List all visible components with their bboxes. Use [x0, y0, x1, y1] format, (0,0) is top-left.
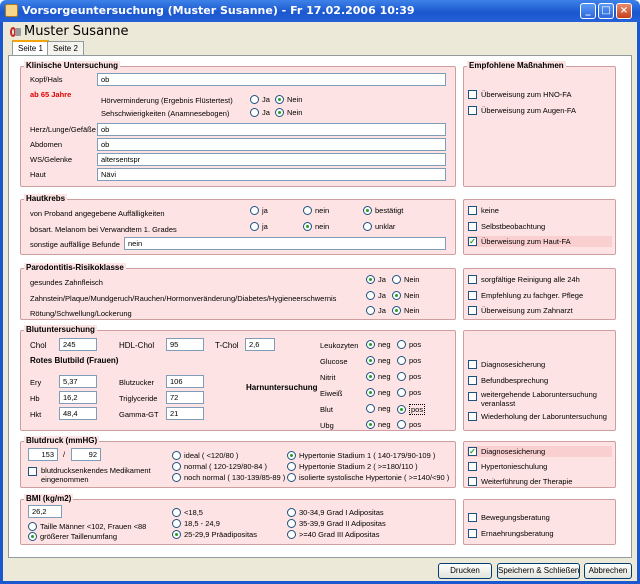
bmi-grad1-radio[interactable]: 30-34,9 Grad I Adipositas: [287, 508, 384, 517]
group-bmi-actions: [463, 499, 616, 545]
save-close-button[interactable]: Speichern & Schließen: [497, 563, 580, 579]
ws-field[interactable]: altersentspr: [97, 153, 446, 166]
group-title: Blutdruck (mmHG): [26, 436, 98, 445]
hkt-field[interactable]: 48,4: [59, 407, 97, 420]
weiterfuehrung-therapie-checkbox[interactable]: Weiterführung der Therapie: [468, 477, 572, 486]
hk-q1-label: von Proband angegebene Auffälligkeiten: [30, 209, 165, 218]
tg-field[interactable]: 72: [166, 391, 204, 404]
ggt-label: Gamma-GT: [119, 410, 159, 419]
ab65-label: ab 65 Jahre: [30, 90, 72, 99]
taille-groesser-radio[interactable]: größerer Taillenumfang: [28, 532, 117, 541]
wiederholung-labor-checkbox[interactable]: Wiederholung der Laboruntersuchung: [468, 412, 607, 421]
eiweiss-label: Eiweiß: [320, 389, 343, 398]
befundbesprechung-checkbox[interactable]: Befundbesprechung: [468, 376, 548, 385]
group-title: Parodontitis-Risikoklasse: [26, 263, 124, 272]
ery-field[interactable]: 5,37: [59, 375, 97, 388]
herz-label: Herz/Lunge/Gefäße: [30, 125, 96, 134]
hk-q1-nein-radio[interactable]: nein: [303, 206, 329, 215]
leukozyten-neg-radio[interactable]: neg: [366, 340, 391, 349]
paro-q2-label: Zahnstein/Plaque/Mundgeruch/Rauchen/Hormonveränderung/Diabetes/Hygieneerschwernis: [30, 294, 337, 303]
hb-field[interactable]: 16,2: [59, 391, 97, 404]
paro-q2-ja-radio[interactable]: Ja: [366, 291, 386, 300]
kopf-label: Kopf/Hals: [30, 75, 63, 84]
maximize-button[interactable]: □: [598, 3, 614, 19]
paro-q1-ja-radio[interactable]: Ja: [366, 275, 386, 284]
hypertonieschulung-checkbox[interactable]: Hypertonieschulung: [468, 462, 547, 471]
herz-field[interactable]: ob: [97, 123, 446, 136]
haut-label: Haut: [30, 170, 46, 179]
paro-q3-nein-radio[interactable]: Nein: [392, 306, 419, 315]
bz-field[interactable]: 106: [166, 375, 204, 388]
hk-q2-nein-radio[interactable]: nein: [303, 222, 329, 231]
ueberweisung-hno-checkbox[interactable]: Überweisung zum HNO-FA: [468, 90, 571, 99]
tab-seite-1[interactable]: Seite 1: [12, 40, 49, 56]
weitergehende-labor-checkbox[interactable]: weitergehende Laboruntersuchung veranlasst: [468, 390, 609, 408]
title-bar: [0, 0, 640, 22]
ery-label: Ery: [30, 378, 42, 387]
bmi-grad3-radio[interactable]: >=40 Grad III Adipositas: [287, 530, 379, 539]
abdomen-field[interactable]: ob: [97, 138, 446, 151]
bd-hyper2-radio[interactable]: Hypertonie Stadium 2 ( >=180/110 ): [287, 462, 418, 471]
glucose-neg-radio[interactable]: neg: [366, 356, 391, 365]
zahnarzt-checkbox[interactable]: Überweisung zum Zahnarzt: [468, 306, 573, 315]
keine-checkbox[interactable]: keine: [468, 206, 499, 215]
paro-q2-nein-radio[interactable]: Nein: [392, 291, 419, 300]
chol-label: Chol: [30, 341, 47, 350]
hb-label: Hb: [30, 394, 40, 403]
kopf-field[interactable]: ob: [97, 73, 446, 86]
bd-dia-field[interactable]: 92: [71, 448, 101, 461]
eiweiss-pos-radio[interactable]: pos: [397, 388, 421, 397]
ubg-pos-radio[interactable]: pos: [397, 420, 421, 429]
tchol-label: T-Chol: [215, 341, 239, 350]
bmi-normal-radio[interactable]: 18,5 - 24,9: [172, 519, 220, 528]
paro-q1-nein-radio[interactable]: Nein: [392, 275, 419, 284]
bd-separator: /: [63, 450, 66, 459]
blut-pos-radio[interactable]: pos: [397, 404, 425, 415]
close-button[interactable]: ×: [616, 3, 632, 19]
cancel-button[interactable]: Abbrechen: [584, 563, 632, 579]
bd-ideal-radio[interactable]: ideal ( <120/80 ): [172, 451, 238, 460]
group-title: Empfohlene Maßnahmen: [469, 61, 564, 70]
rotes-blutbild-label: Rotes Blutbild (Frauen): [30, 356, 119, 365]
paro-q1-label: gesundes Zahnfleisch: [30, 278, 103, 287]
eiweiss-neg-radio[interactable]: neg: [366, 388, 391, 397]
nitrit-label: Nitrit: [320, 373, 336, 382]
bd-sys-field[interactable]: 153: [28, 448, 58, 461]
hdl-label: HDL-Chol: [119, 341, 155, 350]
reinigung-checkbox[interactable]: sorgfältige Reinigung alle 24h: [468, 275, 580, 284]
ggt-field[interactable]: 21: [166, 407, 204, 420]
nitrit-neg-radio[interactable]: neg: [366, 372, 391, 381]
taille-normal-radio[interactable]: Taille Männer <102, Frauen <88: [28, 522, 146, 531]
group-title: Hautkrebs: [26, 194, 66, 203]
harn-label: Harnuntersuchung: [246, 383, 318, 392]
group-title: Klinische Untersuchung: [26, 61, 119, 70]
ws-label: WS/Gelenke: [30, 155, 73, 164]
ueberweisung-haut-checkbox[interactable]: ✓ Überweisung zum Haut-FA: [467, 236, 612, 247]
app-icon: [5, 4, 18, 17]
group-title: BMI (kg/m2): [26, 494, 72, 503]
hk-q2-label: bösart. Melanom bei Verwandtem 1. Grades: [30, 225, 177, 234]
tg-label: Triglyceride: [119, 394, 158, 403]
bmi-grad2-radio[interactable]: 35-39,9 Grad II Adipositas: [287, 519, 386, 528]
leukozyten-pos-radio[interactable]: pos: [397, 340, 421, 349]
selbstbeobachtung-checkbox[interactable]: Selbstbeobachtung: [468, 222, 545, 231]
bd-diagnosesicherung-checkbox[interactable]: ✓ Diagnosesicherung: [467, 446, 612, 457]
medikament-checkbox[interactable]: blutdrucksenkendes Medikament eingenommen: [28, 466, 151, 484]
ubg-label: Ubg: [320, 421, 334, 430]
hdl-field[interactable]: 95: [166, 338, 204, 351]
nitrit-pos-radio[interactable]: pos: [397, 372, 421, 381]
bmi-praeadipositas-radio[interactable]: 25-29,9 Präadipositas: [172, 530, 257, 539]
haut-field[interactable]: Nävi: [97, 168, 446, 181]
bmi-under-radio[interactable]: <18,5: [172, 508, 203, 517]
hoer-ja-radio[interactable]: Ja: [250, 95, 270, 104]
bd-noch-normal-radio[interactable]: noch normal ( 130-139/85-89 ): [172, 473, 285, 482]
print-button[interactable]: Drucken: [438, 563, 492, 579]
hoer-nein-radio[interactable]: Nein: [275, 95, 302, 104]
window-title: Vorsorgeuntersuchung (Muster Susanne) - Fr 17.02.2006 10:39: [22, 4, 415, 17]
bd-normal-radio[interactable]: normal ( 120-129/80-84 ): [172, 462, 267, 471]
ubg-neg-radio[interactable]: neg: [366, 420, 391, 429]
blut-neg-radio[interactable]: neg: [366, 404, 391, 413]
seh-nein-radio[interactable]: Nein: [275, 108, 302, 117]
ueberweisung-augen-checkbox[interactable]: Überweisung zum Augen-FA: [468, 106, 576, 115]
diagnosesicherung-labor-checkbox[interactable]: Diagnosesicherung: [468, 360, 545, 369]
hk-befunde-field[interactable]: nein: [124, 237, 446, 250]
hk-q3-label: sonstige auffällige Befunde: [30, 240, 120, 249]
person-icon: [15, 28, 21, 36]
chol-field[interactable]: 245: [59, 338, 97, 351]
seh-label: Sehschwierigkeiten (Anamnesebogen): [101, 109, 230, 118]
leukozyten-label: Leukozyten: [320, 341, 359, 350]
hk-q2-ja-radio[interactable]: ja: [250, 222, 268, 231]
abdomen-label: Abdomen: [30, 140, 63, 149]
bz-label: Blutzucker: [119, 378, 155, 387]
ernaehrungsberatung-checkbox[interactable]: Ernaehrungsberatung: [468, 529, 554, 538]
patient-name: Muster Susanne: [24, 24, 129, 39]
glucose-label: Glucose: [320, 357, 348, 366]
paro-q3-label: Rötung/Schwellung/Lockerung: [30, 309, 132, 318]
minimize-button[interactable]: _: [580, 3, 596, 19]
blut-label: Blut: [320, 405, 333, 414]
hoer-label: Hörverminderung (Ergebnis Flüstertest): [101, 96, 233, 105]
hk-q1-ja-radio[interactable]: ja: [250, 206, 268, 215]
bewegungsberatung-checkbox[interactable]: Bewegungsberatung: [468, 513, 550, 522]
paro-q3-ja-radio[interactable]: Ja: [366, 306, 386, 315]
tab-seite-2[interactable]: Seite 2: [47, 41, 84, 55]
hkt-label: Hkt: [30, 410, 42, 419]
hk-q1-bestaetigt-radio[interactable]: bestätigt: [363, 206, 403, 215]
pflege-checkbox[interactable]: Empfehlung zu fachger. Pflege: [468, 291, 583, 300]
bmi-field[interactable]: 26,2: [28, 505, 62, 518]
hk-q2-unklar-radio[interactable]: unklar: [363, 222, 395, 231]
tchol-field[interactable]: 2,6: [245, 338, 275, 351]
seh-ja-radio[interactable]: Ja: [250, 108, 270, 117]
group-empfohlene: [463, 66, 616, 187]
group-title: Blutuntersuchung: [26, 325, 95, 334]
bd-isoliert-radio[interactable]: isolierte systolische Hypertonie ( >=140/<90 ): [287, 473, 449, 482]
glucose-pos-radio[interactable]: pos: [397, 356, 421, 365]
bd-hyper1-radio[interactable]: Hypertonie Stadium 1 ( 140-179/90-109 ): [287, 451, 435, 460]
